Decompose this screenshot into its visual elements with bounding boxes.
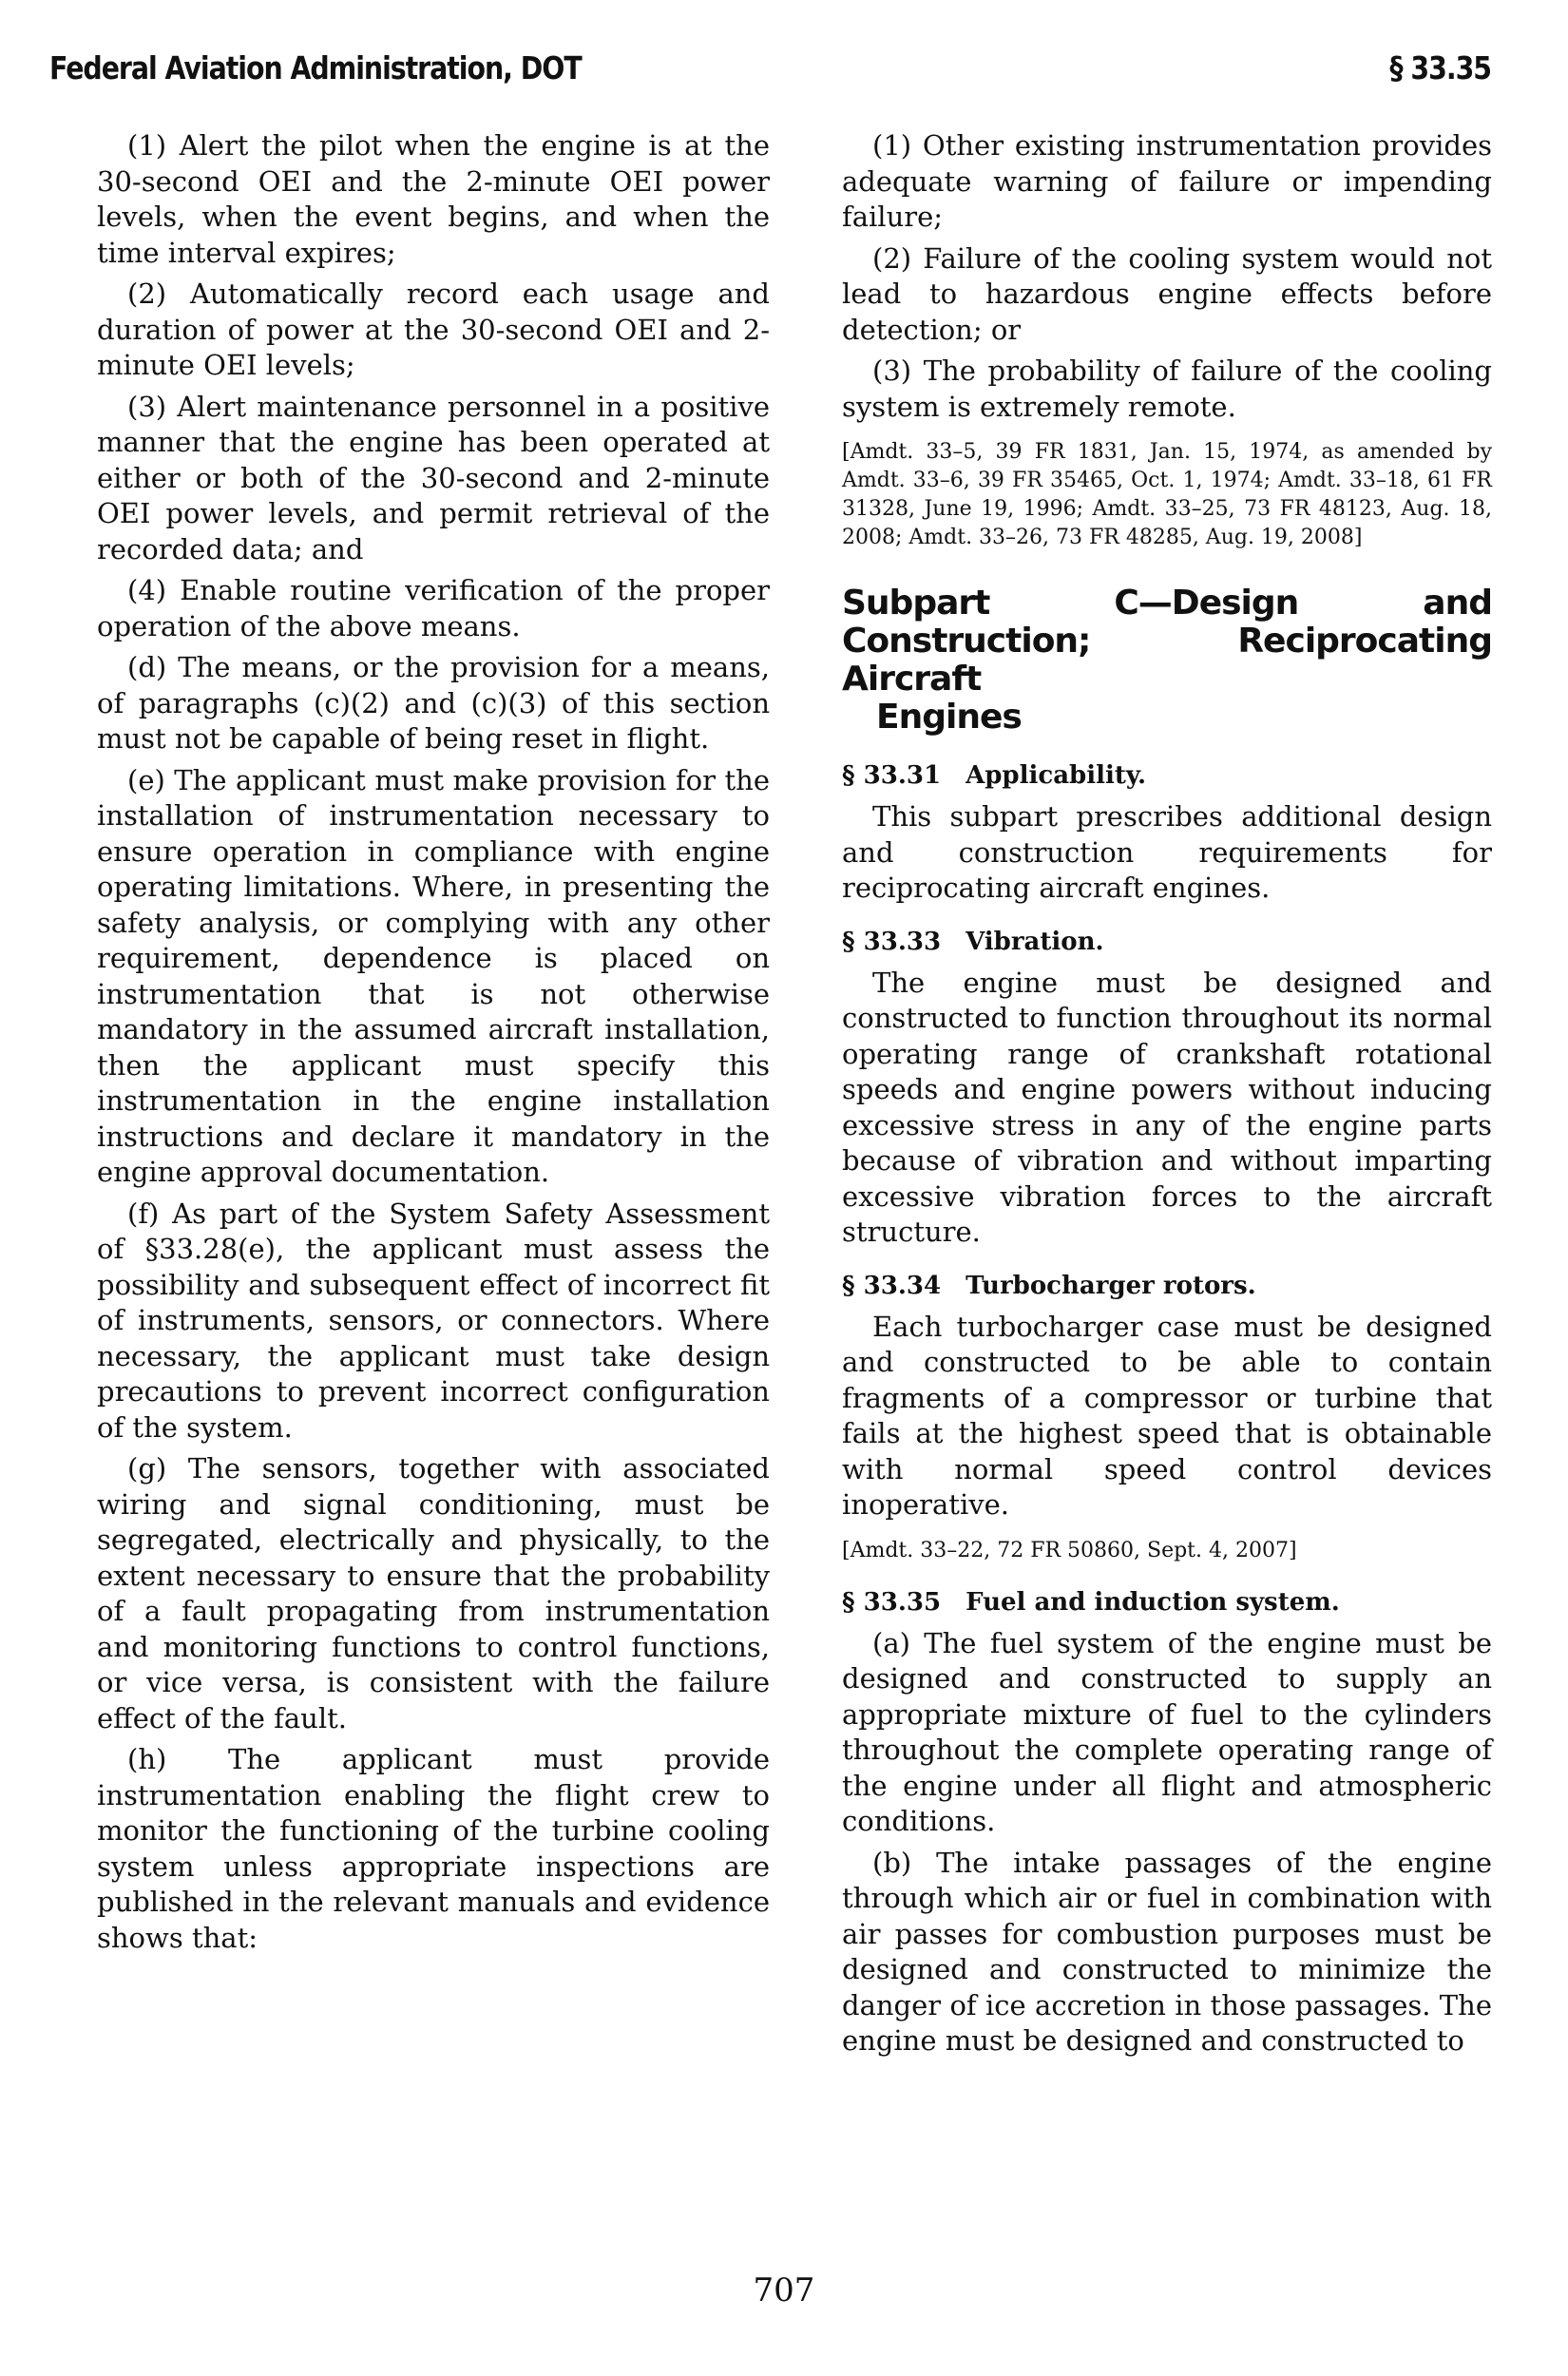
paragraph-h: (h) The applicant must provide instrumentation enabling the flight crew to monitor the functioning of the turbine cooling system unless appropriate inspections are published in the relevant manuals and evidence shows that: — [97, 1743, 770, 1954]
section-title: Applicability. — [966, 761, 1147, 790]
paragraph-h3: (3) The probability of failure of the cooling system is extremely remote. — [842, 354, 1492, 423]
paragraph-c1: (1) Alert the pilot when the engine is at the 30-second OEI and the 2-minute OEI power levels, when the event begins, and when the time interval expires; — [97, 129, 770, 269]
section-33-35-a: (a) The fuel system of the engine must be designed and constructed to supply an appropriate mixture of fuel to the cylinders throughout the complete operating range of the engine under all flight and atmospheric conditions. — [842, 1626, 1492, 1837]
section-33-34-amendment: [Amdt. 33–22, 72 FR 50860, Sept. 4, 2007] — [842, 1538, 1297, 1562]
section-number: § 33.35 — [842, 1587, 942, 1617]
paragraph-c4: (4) Enable routine verification of the proper operation of the above means. — [97, 574, 770, 642]
section-heading-33-31 — [842, 759, 1492, 792]
section-number: § 33.34 — [842, 1271, 942, 1300]
subpart-title-line1: Subpart C—Design and Construction; Reciprocating Aircraft — [842, 584, 1492, 699]
section-heading-33-34 — [842, 1270, 1492, 1302]
paragraph-h2: (2) Failure of the cooling system would not lead to hazardous engine effects before detection; or — [842, 241, 1492, 346]
amendment-note: [Amdt. 33–5, 39 FR 1831, Jan. 15, 1974, as amended by Amdt. 33–6, 39 FR 35465, Oct. 1, 1974; Amdt. 33–18, 61 FR 31328, June 19, 1996; Amdt. 33–25, 73 FR 48123, Aug. 18, 2008; Amdt. 33–26, 73 FR 48285, Aug. 19, 2008] — [842, 440, 1492, 549]
agency-header: Federal Aviation Administration, DOT — [49, 49, 582, 86]
running-header — [49, 49, 1520, 97]
section-header: § 33.35 — [1389, 49, 1492, 86]
section-heading-33-33 — [842, 926, 1492, 958]
subpart-heading — [842, 584, 1492, 737]
section-title: Turbocharger rotors. — [966, 1271, 1256, 1300]
section-33-34-text: Each turbocharger case must be designed and constructed to be able to contain fragments of a compressor or turbine that fails at the highest speed that is obtainable with normal speed control devices inoperative. — [842, 1310, 1492, 1521]
paragraph-e: (e) The applicant must make provision for the installation of instrumentation necessary to ensure operation in compliance with engine operating limitations. Where, in presenting the safety analysis, or complying with any other requirement, dependence is placed on instrumentation that is not otherwise mandatory in the assumed aircraft installation, then the applicant must specify this instrumentation in the engine installation instructions and declare it mandatory in the engine approval documentation. — [97, 763, 770, 1188]
paragraph-h1: (1) Other existing instrumentation provides adequate warning of failure or impending failure; — [842, 129, 1492, 233]
section-33-35-b: (b) The intake passages of the engine through which air or fuel in combination with air passes for combustion purposes must be designed and constructed to minimize the danger of ice accretion in those passages. The engine must be designed and constructed to — [842, 1846, 1492, 2057]
paragraph-c2: (2) Automatically record each usage and duration of power at the 30-second OEI and 2-minute OEI levels; — [97, 278, 770, 381]
section-33-31-text: This subpart prescribes additional design and construction requirements for reciprocating aircraft engines. — [842, 800, 1492, 904]
subpart-title-line2: Engines — [876, 698, 1022, 737]
section-title: Vibration. — [966, 927, 1104, 956]
left-column — [97, 128, 770, 1962]
paragraph-g: (g) The sensors, together with associated wiring and signal conditioning, must be segregated, electrically and physically, to the extent necessary to ensure that the probability of a fault propagating from instrumentation and monitoring functions to control functions, or vice versa, is consistent with the failure effect of the fault. — [97, 1452, 770, 1734]
section-number: § 33.31 — [842, 761, 942, 790]
section-number: § 33.33 — [842, 927, 942, 956]
section-title: Fuel and induction system. — [966, 1587, 1340, 1617]
section-heading-33-35 — [842, 1586, 1492, 1619]
right-column — [842, 128, 1492, 2065]
paragraph-d: (d) The means, or the provision for a means, of paragraphs (c)(2) and (c)(3) of this section must not be capable of being reset in flight. — [97, 651, 770, 755]
page-number: 707 — [753, 2271, 815, 2309]
paragraph-f: (f) As part of the System Safety Assessment of §33.28(e), the applicant must assess the possibility and subsequent effect of incorrect fit of instruments, sensors, or connectors. Where necessary, the applicant must take design precautions to prevent incorrect configuration of the system. — [97, 1197, 770, 1444]
paragraph-c3: (3) Alert maintenance personnel in a positive manner that the engine has been operated at either or both of the 30-second and 2-minute OEI power levels, and permit retrieval of the recorded data; and — [97, 390, 770, 565]
section-33-33-text: The engine must be designed and constructed to function throughout its normal operating range of crankshaft rotational speeds and engine powers without inducing excessive stress in any of the engine parts because of vibration and without imparting excessive vibration forces to the aircraft structure. — [842, 966, 1492, 1248]
